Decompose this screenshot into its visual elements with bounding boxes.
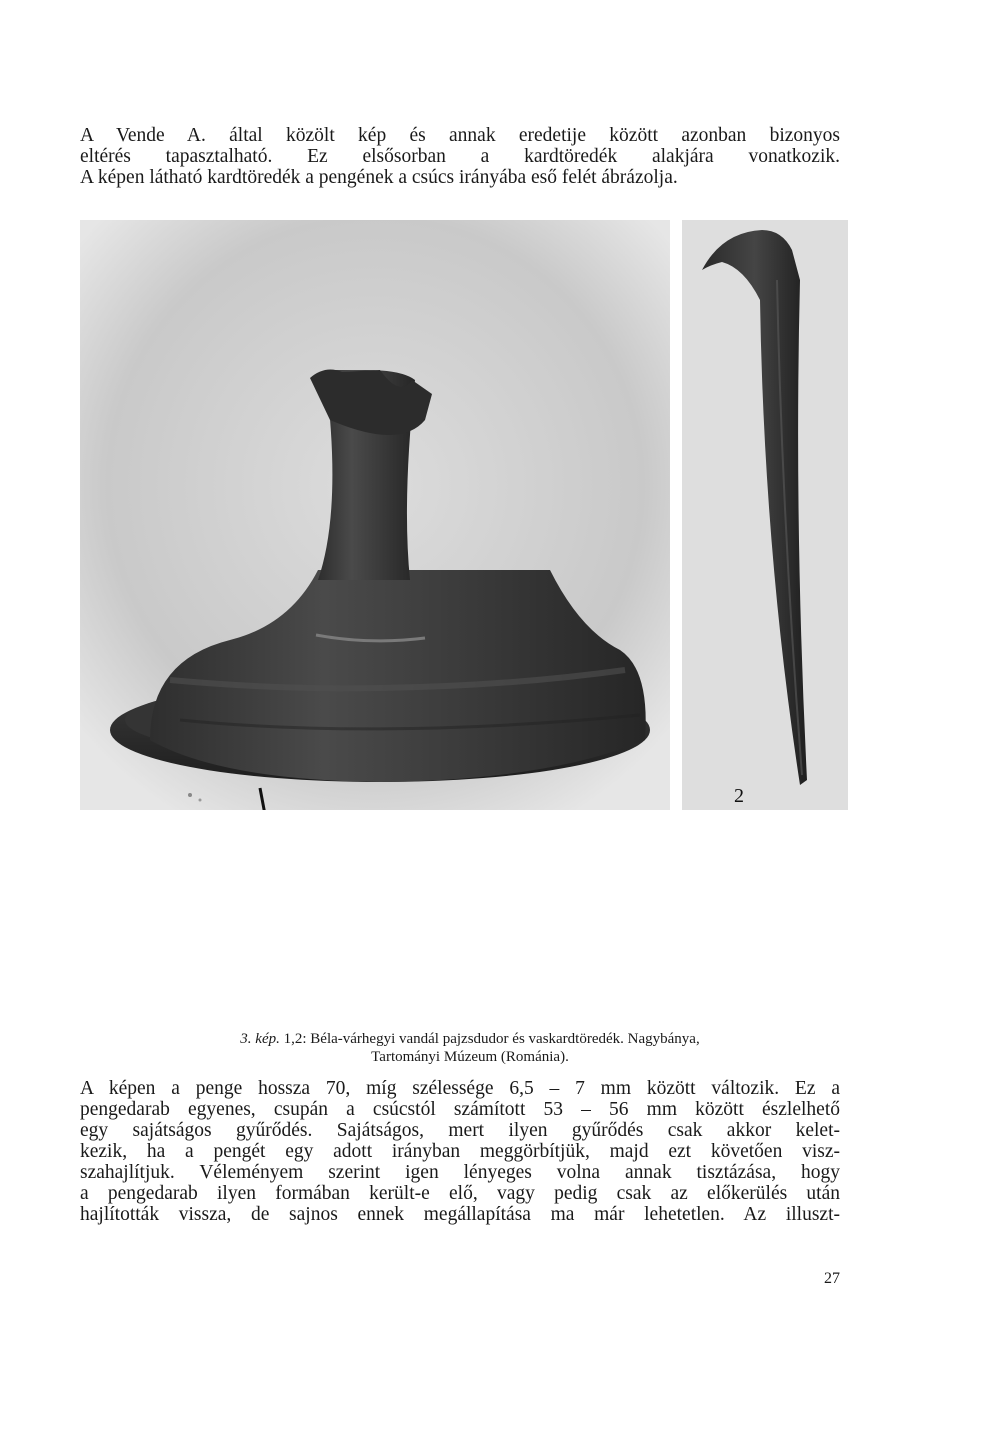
- body-paragraph: [80, 1078, 840, 1225]
- page-number: 27: [824, 1270, 840, 1287]
- text-line: pengedarab egyenes, csupán a csúcstól számított 53 – 56 mm között észlelhető: [80, 1099, 840, 1120]
- blade-label: 2: [734, 785, 744, 807]
- text-line: egy sajátságos gyűrődés. Sajátságos, mert ilyen gyűrődés csak akkor kelet-: [80, 1120, 840, 1141]
- caption-text: 1,2: Béla-várhegyi vandál pajzsdudor és vaskardtöredék. Nagybánya,: [283, 1031, 700, 1047]
- intro-paragraph: [80, 125, 840, 188]
- text-line: hajlították vissza, de sajnos ennek megállapítása ma már lehetetlen. Az illuszt-: [80, 1204, 840, 1225]
- sword-blade-photo: [682, 220, 848, 810]
- text-line: A Vende A. által közölt kép és annak eredetije között azonban bizonyos: [80, 125, 840, 146]
- text-line: kezik, ha a pengét egy adott irányban meggörbítjük, majd ezt követően visz-: [80, 1141, 840, 1162]
- figure-caption: [100, 1030, 840, 1066]
- text-line: szahajlítjuk. Véleményem szerint igen lényeges volna annak tisztázása, hogy: [80, 1162, 840, 1183]
- text-line: eltérés tapasztalható. Ez elsősorban a kardtöredék alakjára vonatkozik.: [80, 146, 840, 167]
- caption-figure-number: 3. kép.: [240, 1031, 280, 1047]
- caption-line-2: Tartományi Múzeum (Románia).: [371, 1049, 569, 1065]
- text-line: A képen a penge hossza 70, míg szélessége 6,5 – 7 mm között változik. Ez a: [80, 1078, 840, 1099]
- shield-boss-photo: [80, 220, 670, 810]
- caption-line: [100, 1030, 840, 1048]
- text-line: a pengedarab ilyen formában került-e elő, vagy pedig csak az előkerülés után: [80, 1183, 840, 1204]
- text-line: A képen látható kardtöredék a pengének a csúcs irányába eső felét ábrázolja.: [80, 167, 678, 188]
